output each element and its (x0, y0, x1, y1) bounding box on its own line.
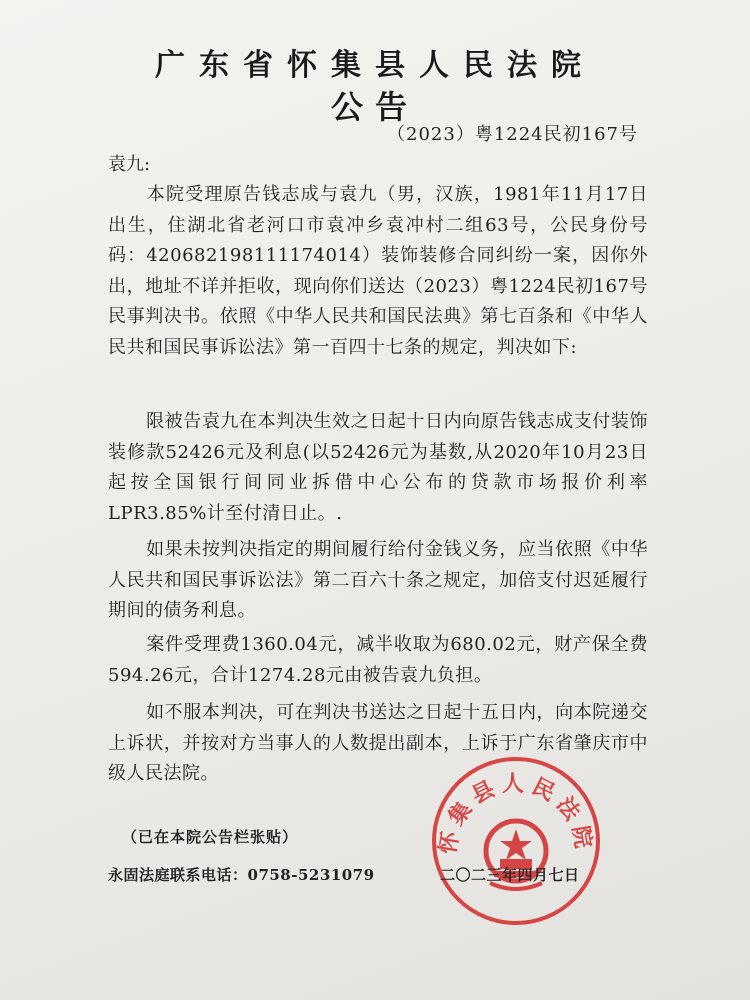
issue-date: 二〇二三年四月七日 (440, 866, 580, 884)
case-number: （2023）粤1224民初167号 (387, 124, 638, 145)
paragraph-fees (108, 630, 648, 691)
court-seal-stamp (430, 755, 602, 927)
paragraph-text: 如不服本判决，可在判决书送达之日起十五日内，向本院递交上诉状，并按对方当事人的人数提出副本，上诉于广东省肇庆市中级人民法院。 (108, 702, 648, 784)
paragraph-text: 限被告袁九在本判决生效之日起十日内向原告钱志成支付装饰装修款52426元及利息(以52426元为基数,从2020年10月23日起按全国银行间同业拆借中心公布的贷款市场报价利率LPR3.85%计至付清日止。. (108, 411, 648, 524)
court-name-heading: 广东省怀集县人民法院 (155, 48, 595, 83)
paragraph-judgment (108, 407, 648, 529)
addressee: 袁九: (108, 154, 151, 175)
seal-text: 怀集县人民法院 (434, 771, 598, 856)
paragraph-text: 案件受理费1360.04元，减半收取为680.02元，财产保全费594.26元，合计1274.28元由被告袁九负担。 (108, 634, 648, 686)
paragraph-late-interest (108, 535, 648, 627)
paragraph-text: 如果未按判决指定的期间履行给付金钱义务，应当依照《中华人民共和国民事诉讼法》第二百六十条之规定，加倍支付迟延履行期间的债务利息。 (108, 539, 648, 621)
contact-phone: 永固法庭联系电话：0758-5231079 (108, 866, 375, 884)
paragraph-case-summary (108, 180, 648, 363)
posted-note: （已在本院公告栏张贴） (122, 828, 299, 846)
notice-title: 公告 (330, 88, 419, 126)
paragraph-text: 本院受理原告钱志成与袁九（男，汉族，1981年11月17日出生，住湖北省老河口市袁冲乡袁冲村二组63号，公民身份号码：420682198111174014）装饰装修合同纠纷一案，因你外出，地址不详并拒收，现向你们送达（2023）粤1224民初167号民事判决书。依照《中华人民共和国民法典》第七百条和《中华人民共和国民事诉讼法》第一百四十七条的规定，判决如下: (108, 184, 648, 358)
